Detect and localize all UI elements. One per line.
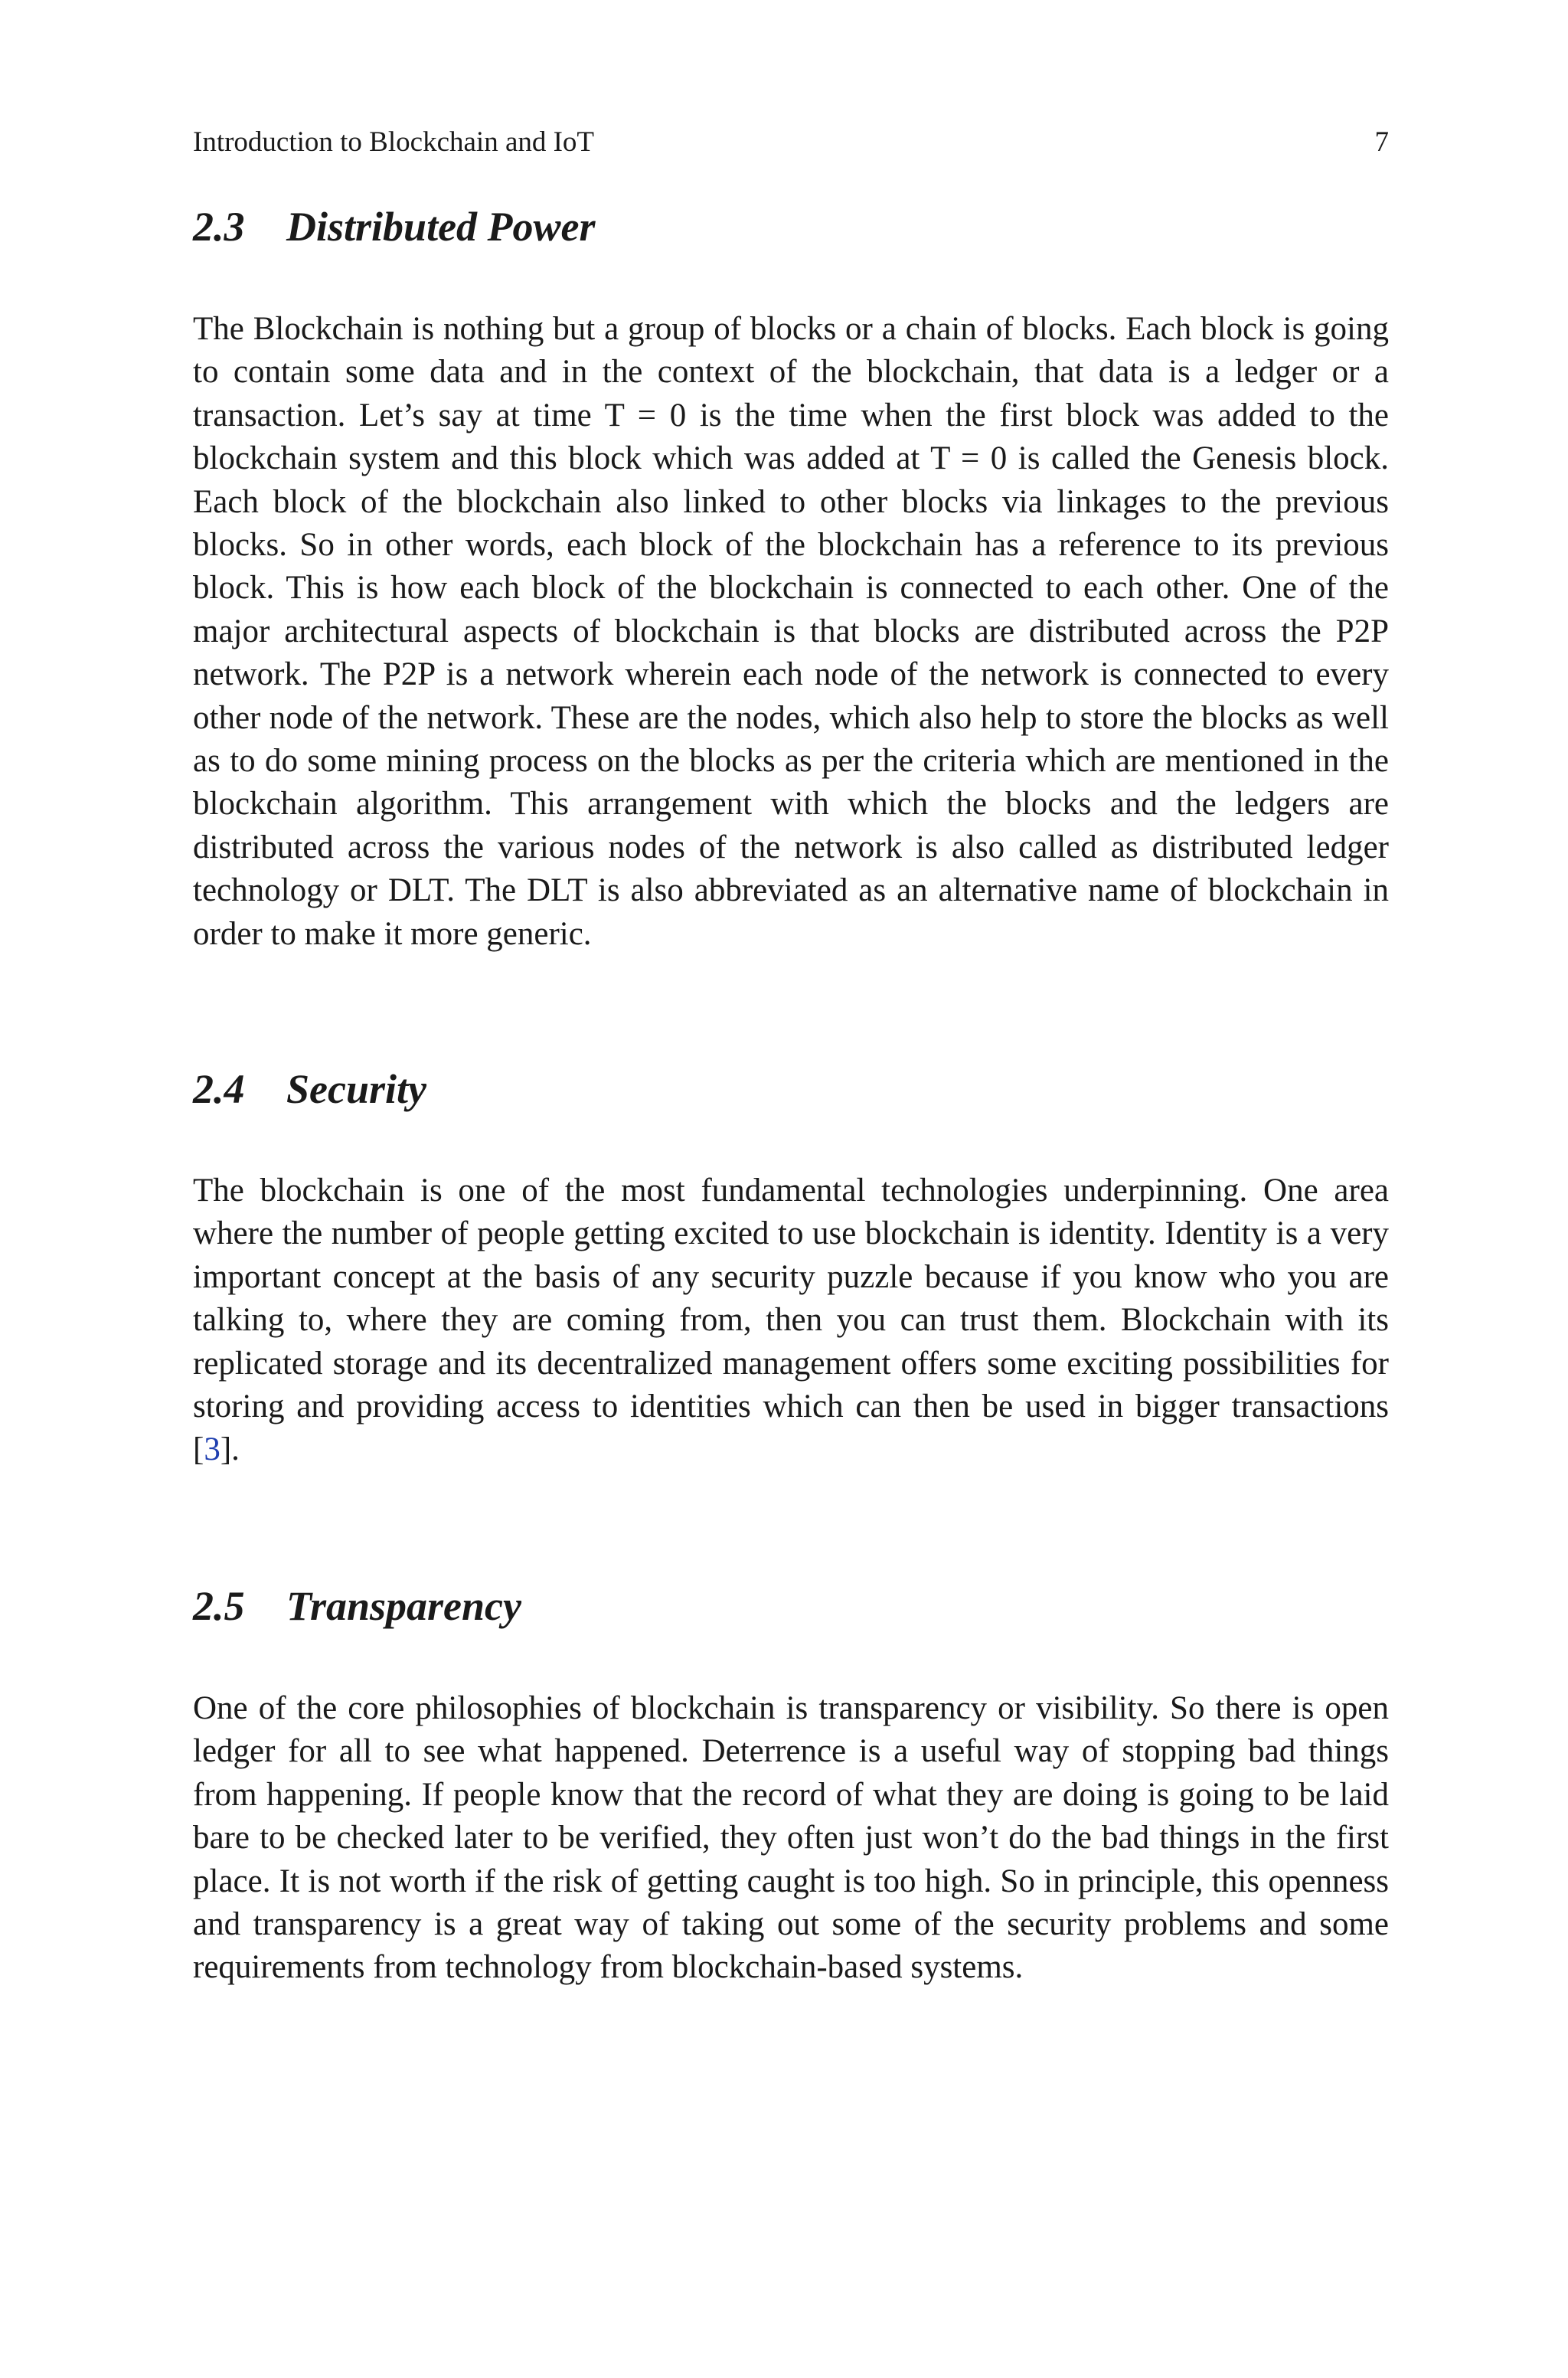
section-heading-distributed-power bbox=[193, 202, 596, 251]
section-heading-security bbox=[193, 1065, 426, 1114]
section-body-distributed-power: The Blockchain is nothing but a group of blocks or a chain of blocks. Each block is going to contain some data and in the context of the blockchain, that data is a ledger or a transaction. Let’s say at time T = 0 is the time when the first block was added to the blockchain system and this block which was added at T = 0 is called the Genesis block. Each block of the blockchain also linked to other blocks via linkages to the previous blocks. So in other words, each block of the blockchain has a reference to its previous block. This is how each block of the blockchain is connected to each other. One of the major architectural aspects of blockchain is that blocks are distributed across the P2P network. The P2P is a network wherein each node of the network is connected to every other node of the network. These are the nodes, which also help to store the blocks as well as to do some mining process on the blocks as per the criteria which are mentioned in the blockchain algorithm. This arrangement with which the blocks and the ledgers are distributed across the various nodes of the network is also called as distributed ledger technology or DLT. The DLT is also abbreviated as an alternative name of blockchain in order to make it more generic. bbox=[193, 311, 1389, 952]
body-text-end: ]. bbox=[220, 1431, 240, 1468]
section-title: Security bbox=[286, 1066, 426, 1112]
section-heading-transparency bbox=[193, 1582, 521, 1631]
citation-link[interactable]: 3 bbox=[204, 1431, 220, 1468]
running-title: Introduction to Blockchain and IoT bbox=[193, 126, 595, 158]
section-number: 2.3 bbox=[193, 204, 245, 250]
body-text: The blockchain is one of the most fundamental technologies underpinning. One area where the number of people getting excited to use blockchain is identity. Identity is a very important concept at the basis of any security puzzle because if you know who you are talking to, where they are coming from, then you can trust them. Blockchain with its replicated storage and its decentralized management offers some exciting possibilities for storing and providing access to identities which can then be used in bigger transactions [ bbox=[193, 1173, 1389, 1468]
section-number: 2.5 bbox=[193, 1583, 245, 1629]
section-body-security bbox=[193, 1169, 1389, 1472]
section-title: Distributed Power bbox=[286, 204, 596, 250]
section-title: Transparency bbox=[286, 1583, 521, 1629]
running-header bbox=[193, 126, 1389, 159]
page-number: 7 bbox=[1374, 126, 1389, 158]
section-body-transparency: One of the core philosophies of blockchain is transparency or visibility. So there is open ledger for all to see what happened. Deterrence is a useful way of stopping bad things from happening. If people know that the record of what they are doing is going to be laid bare to be checked later to be verified, they often just won’t do the bad things in the first place. It is not worth if the risk of getting caught is too high. So in principle, this openness and transparency is a great way of taking out some of the security problems and some requirements from technology from blockchain-based systems. bbox=[193, 1690, 1389, 1986]
section-number: 2.4 bbox=[193, 1066, 245, 1112]
